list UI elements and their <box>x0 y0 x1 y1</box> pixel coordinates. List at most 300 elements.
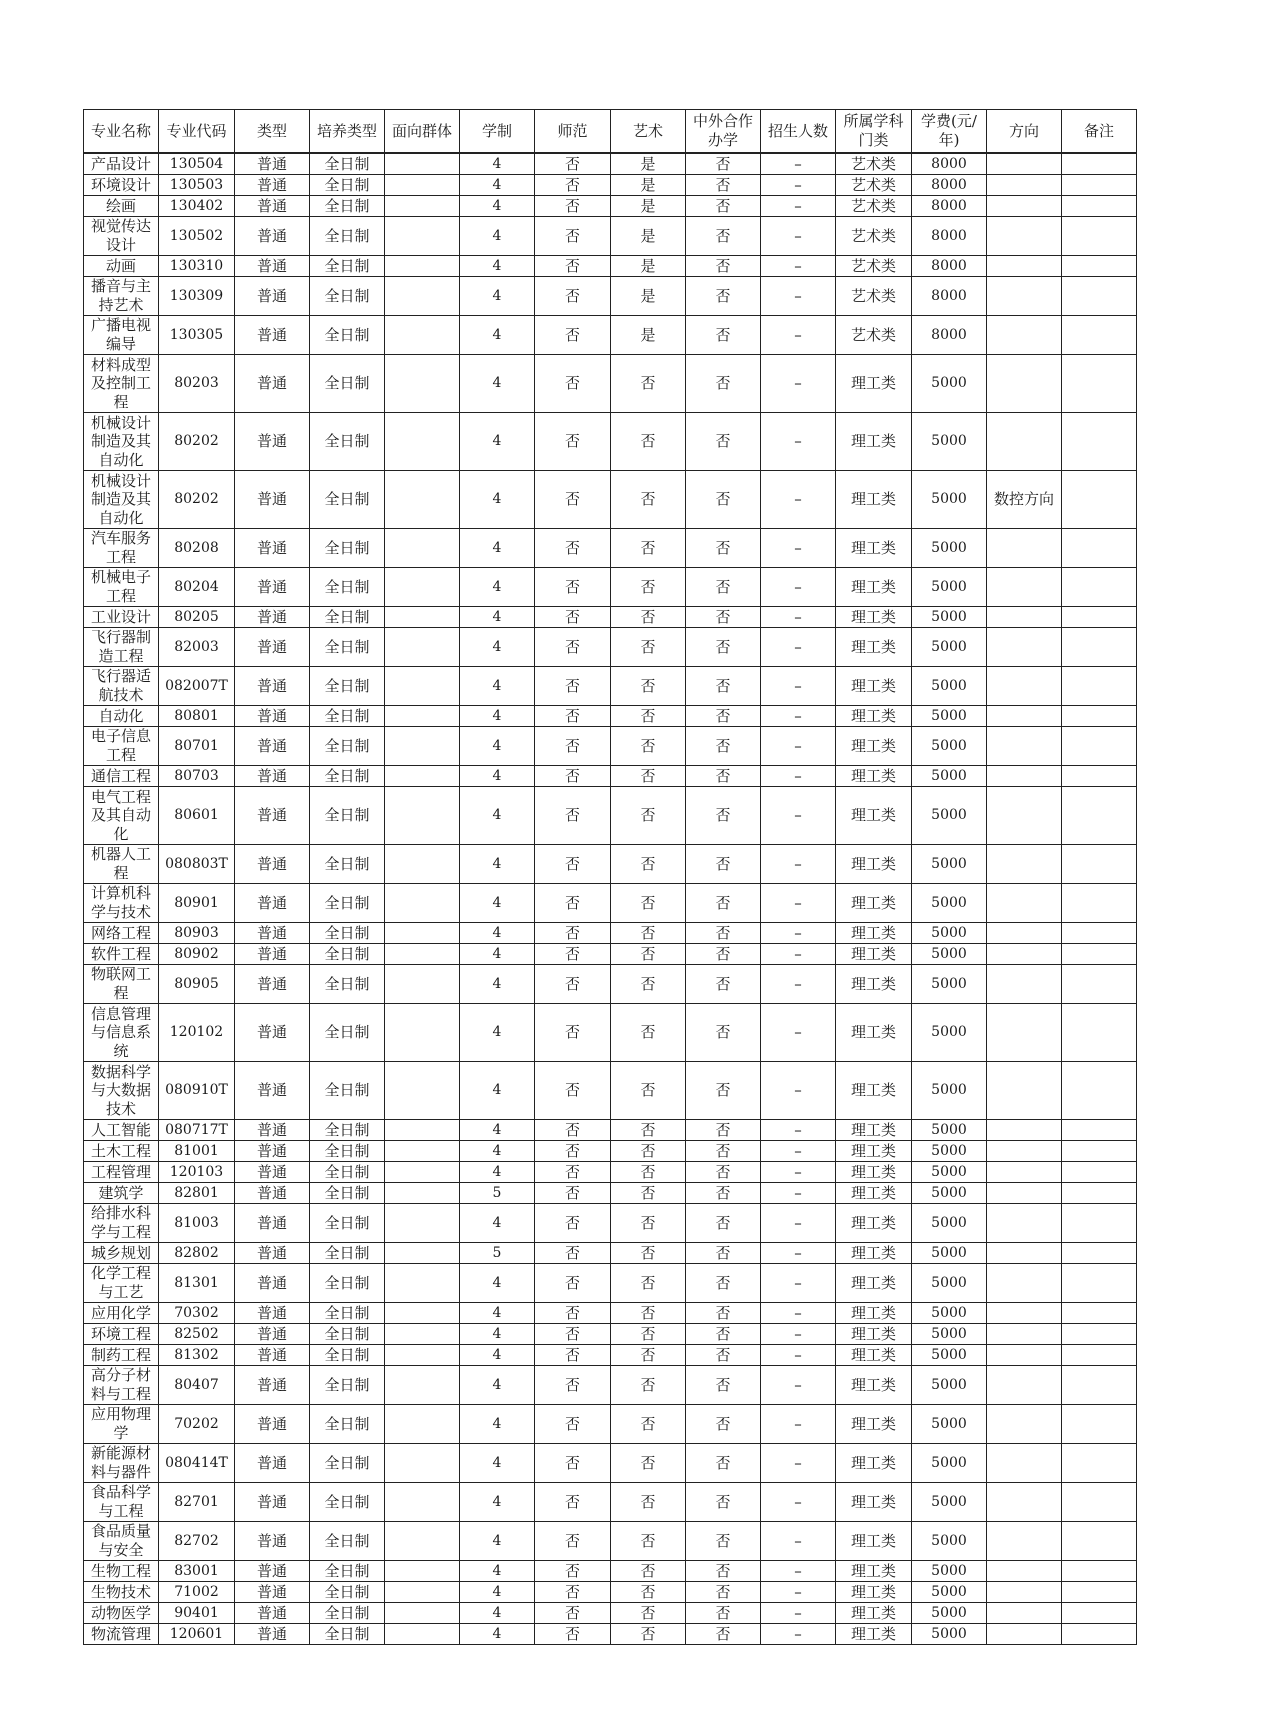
cell-enrollment-count: – <box>761 1345 836 1366</box>
cell-tuition: 5000 <box>912 845 987 884</box>
cell-major-name: 产品设计 <box>84 153 159 175</box>
cell-direction <box>987 706 1062 727</box>
cell-discipline-category: 艺术类 <box>836 175 912 196</box>
cell-target-group <box>385 1603 460 1624</box>
cell-target-group <box>385 944 460 965</box>
table-row <box>84 1264 1137 1303</box>
cell-major-code: 82802 <box>159 1243 235 1264</box>
cell-normal: 否 <box>535 1004 611 1062</box>
cell-type: 普通 <box>235 944 310 965</box>
cell-note <box>1062 1264 1137 1303</box>
cell-major-code: 130502 <box>159 217 235 256</box>
cell-discipline-category: 理工类 <box>836 1444 912 1483</box>
cell-major-name: 工业设计 <box>84 607 159 628</box>
cell-training-type: 全日制 <box>310 1366 385 1405</box>
cell-training-type: 全日制 <box>310 628 385 667</box>
table-row <box>84 766 1137 787</box>
cell-joint-program: 否 <box>686 1062 761 1120</box>
cell-target-group <box>385 845 460 884</box>
cell-duration: 4 <box>460 1204 535 1243</box>
cell-joint-program: 否 <box>686 175 761 196</box>
cell-joint-program: 否 <box>686 1624 761 1645</box>
cell-target-group <box>385 217 460 256</box>
cell-major-code: 80204 <box>159 568 235 607</box>
cell-major-name: 城乡规划 <box>84 1243 159 1264</box>
cell-art: 否 <box>611 1483 686 1522</box>
cell-note <box>1062 1141 1137 1162</box>
cell-art: 否 <box>611 1264 686 1303</box>
cell-art: 是 <box>611 153 686 175</box>
cell-training-type: 全日制 <box>310 277 385 316</box>
cell-discipline-category: 艺术类 <box>836 153 912 175</box>
cell-duration: 4 <box>460 1303 535 1324</box>
cell-note <box>1062 1243 1137 1264</box>
cell-art: 否 <box>611 845 686 884</box>
cell-normal: 否 <box>535 1183 611 1204</box>
table-row <box>84 628 1137 667</box>
table-row <box>84 217 1137 256</box>
cell-training-type: 全日制 <box>310 1062 385 1120</box>
cell-major-name: 机械设计制造及其自动化 <box>84 471 159 529</box>
cell-enrollment-count: – <box>761 787 836 845</box>
cell-art: 否 <box>611 355 686 413</box>
cell-art: 否 <box>611 1183 686 1204</box>
cell-note <box>1062 1303 1137 1324</box>
cell-note <box>1062 1444 1137 1483</box>
cell-direction <box>987 965 1062 1004</box>
cell-duration: 4 <box>460 1345 535 1366</box>
table-row <box>84 1444 1137 1483</box>
cell-major-name: 机械设计制造及其自动化 <box>84 413 159 471</box>
cell-type: 普通 <box>235 787 310 845</box>
cell-art: 否 <box>611 944 686 965</box>
cell-target-group <box>385 1582 460 1603</box>
cell-duration: 4 <box>460 766 535 787</box>
cell-art: 否 <box>611 1324 686 1345</box>
cell-enrollment-count: – <box>761 1405 836 1444</box>
cell-discipline-category: 理工类 <box>836 1366 912 1405</box>
cell-direction <box>987 1204 1062 1243</box>
cell-normal: 否 <box>535 568 611 607</box>
cell-target-group <box>385 256 460 277</box>
cell-discipline-category: 理工类 <box>836 923 912 944</box>
table-row <box>84 1366 1137 1405</box>
cell-note <box>1062 727 1137 766</box>
cell-training-type: 全日制 <box>310 845 385 884</box>
cell-major-name: 动物医学 <box>84 1603 159 1624</box>
cell-major-code: 82502 <box>159 1324 235 1345</box>
cell-type: 普通 <box>235 175 310 196</box>
cell-training-type: 全日制 <box>310 1582 385 1603</box>
cell-note <box>1062 1522 1137 1561</box>
cell-major-code: 80202 <box>159 471 235 529</box>
cell-enrollment-count: – <box>761 845 836 884</box>
cell-direction <box>987 1243 1062 1264</box>
cell-joint-program: 否 <box>686 667 761 706</box>
cell-training-type: 全日制 <box>310 965 385 1004</box>
cell-duration: 4 <box>460 256 535 277</box>
cell-normal: 否 <box>535 965 611 1004</box>
cell-art: 否 <box>611 529 686 568</box>
cell-normal: 否 <box>535 1264 611 1303</box>
cell-note <box>1062 413 1137 471</box>
cell-duration: 4 <box>460 153 535 175</box>
table-row <box>84 277 1137 316</box>
cell-joint-program: 否 <box>686 1141 761 1162</box>
cell-note <box>1062 1120 1137 1141</box>
cell-tuition: 8000 <box>912 316 987 355</box>
header-art: 艺术 <box>611 110 686 154</box>
table-row <box>84 1141 1137 1162</box>
cell-major-code: 120601 <box>159 1624 235 1645</box>
cell-major-name: 计算机科学与技术 <box>84 884 159 923</box>
cell-training-type: 全日制 <box>310 316 385 355</box>
cell-enrollment-count: – <box>761 1561 836 1582</box>
cell-major-name: 环境设计 <box>84 175 159 196</box>
cell-major-code: 80205 <box>159 607 235 628</box>
cell-discipline-category: 理工类 <box>836 1603 912 1624</box>
cell-art: 否 <box>611 1062 686 1120</box>
cell-enrollment-count: – <box>761 1603 836 1624</box>
cell-major-name: 新能源材料与器件 <box>84 1444 159 1483</box>
cell-art: 否 <box>611 607 686 628</box>
cell-direction <box>987 727 1062 766</box>
cell-joint-program: 否 <box>686 766 761 787</box>
cell-major-code: 082007T <box>159 667 235 706</box>
cell-joint-program: 否 <box>686 1004 761 1062</box>
cell-normal: 否 <box>535 766 611 787</box>
cell-major-code: 80801 <box>159 706 235 727</box>
header-type: 类型 <box>235 110 310 154</box>
cell-type: 普通 <box>235 1603 310 1624</box>
cell-major-code: 120102 <box>159 1004 235 1062</box>
cell-type: 普通 <box>235 965 310 1004</box>
cell-target-group <box>385 923 460 944</box>
cell-art: 否 <box>611 766 686 787</box>
cell-note <box>1062 175 1137 196</box>
cell-duration: 4 <box>460 923 535 944</box>
cell-duration: 4 <box>460 1405 535 1444</box>
cell-normal: 否 <box>535 413 611 471</box>
cell-type: 普通 <box>235 355 310 413</box>
header-target-group: 面向群体 <box>385 110 460 154</box>
cell-art: 否 <box>611 1444 686 1483</box>
cell-tuition: 5000 <box>912 1303 987 1324</box>
cell-joint-program: 否 <box>686 196 761 217</box>
table-row <box>84 667 1137 706</box>
header-tuition: 学费(元/年) <box>912 110 987 154</box>
cell-art: 否 <box>611 1603 686 1624</box>
cell-enrollment-count: – <box>761 217 836 256</box>
cell-tuition: 5000 <box>912 1624 987 1645</box>
cell-enrollment-count: – <box>761 175 836 196</box>
cell-direction <box>987 1561 1062 1582</box>
cell-target-group <box>385 1444 460 1483</box>
cell-discipline-category: 理工类 <box>836 568 912 607</box>
cell-training-type: 全日制 <box>310 944 385 965</box>
cell-art: 否 <box>611 787 686 845</box>
cell-training-type: 全日制 <box>310 413 385 471</box>
cell-direction <box>987 153 1062 175</box>
cell-enrollment-count: – <box>761 1141 836 1162</box>
cell-art: 是 <box>611 196 686 217</box>
cell-normal: 否 <box>535 607 611 628</box>
cell-direction <box>987 355 1062 413</box>
cell-art: 否 <box>611 413 686 471</box>
cell-art: 否 <box>611 1204 686 1243</box>
table-row <box>84 1561 1137 1582</box>
cell-note <box>1062 766 1137 787</box>
cell-joint-program: 否 <box>686 1183 761 1204</box>
cell-tuition: 5000 <box>912 1603 987 1624</box>
cell-type: 普通 <box>235 1405 310 1444</box>
cell-tuition: 5000 <box>912 944 987 965</box>
cell-normal: 否 <box>535 471 611 529</box>
cell-joint-program: 否 <box>686 316 761 355</box>
cell-direction <box>987 1582 1062 1603</box>
cell-training-type: 全日制 <box>310 471 385 529</box>
cell-enrollment-count: – <box>761 1366 836 1405</box>
cell-type: 普通 <box>235 727 310 766</box>
cell-target-group <box>385 787 460 845</box>
cell-art: 否 <box>611 1162 686 1183</box>
cell-normal: 否 <box>535 1624 611 1645</box>
cell-joint-program: 否 <box>686 1582 761 1603</box>
cell-direction <box>987 766 1062 787</box>
header-joint-program: 中外合作办学 <box>686 110 761 154</box>
cell-tuition: 5000 <box>912 1264 987 1303</box>
cell-normal: 否 <box>535 667 611 706</box>
cell-major-name: 制药工程 <box>84 1345 159 1366</box>
cell-joint-program: 否 <box>686 471 761 529</box>
table-row <box>84 1162 1137 1183</box>
cell-discipline-category: 理工类 <box>836 845 912 884</box>
cell-discipline-category: 理工类 <box>836 1204 912 1243</box>
cell-type: 普通 <box>235 217 310 256</box>
cell-type: 普通 <box>235 1582 310 1603</box>
cell-discipline-category: 理工类 <box>836 355 912 413</box>
header-training-type: 培养类型 <box>310 110 385 154</box>
cell-tuition: 5000 <box>912 1345 987 1366</box>
cell-major-code: 130504 <box>159 153 235 175</box>
table-row <box>84 1062 1137 1120</box>
cell-tuition: 5000 <box>912 1561 987 1582</box>
cell-training-type: 全日制 <box>310 217 385 256</box>
cell-target-group <box>385 706 460 727</box>
cell-duration: 4 <box>460 787 535 845</box>
cell-tuition: 5000 <box>912 355 987 413</box>
cell-discipline-category: 理工类 <box>836 884 912 923</box>
cell-type: 普通 <box>235 1303 310 1324</box>
cell-discipline-category: 理工类 <box>836 1405 912 1444</box>
cell-type: 普通 <box>235 1162 310 1183</box>
cell-normal: 否 <box>535 1062 611 1120</box>
cell-art: 否 <box>611 1345 686 1366</box>
header-discipline-category: 所属学科门类 <box>836 110 912 154</box>
cell-tuition: 5000 <box>912 667 987 706</box>
cell-tuition: 5000 <box>912 1405 987 1444</box>
cell-direction <box>987 1264 1062 1303</box>
cell-art: 否 <box>611 1303 686 1324</box>
cell-note <box>1062 1062 1137 1120</box>
cell-duration: 4 <box>460 884 535 923</box>
cell-major-code: 80203 <box>159 355 235 413</box>
cell-tuition: 5000 <box>912 1204 987 1243</box>
cell-duration: 4 <box>460 1624 535 1645</box>
cell-duration: 4 <box>460 355 535 413</box>
cell-training-type: 全日制 <box>310 1522 385 1561</box>
cell-training-type: 全日制 <box>310 727 385 766</box>
cell-joint-program: 否 <box>686 706 761 727</box>
cell-joint-program: 否 <box>686 277 761 316</box>
cell-normal: 否 <box>535 316 611 355</box>
cell-major-name: 电气工程及其自动化 <box>84 787 159 845</box>
cell-target-group <box>385 277 460 316</box>
cell-training-type: 全日制 <box>310 1141 385 1162</box>
cell-duration: 4 <box>460 607 535 628</box>
cell-joint-program: 否 <box>686 727 761 766</box>
cell-type: 普通 <box>235 277 310 316</box>
cell-direction <box>987 1183 1062 1204</box>
cell-target-group <box>385 1522 460 1561</box>
cell-discipline-category: 理工类 <box>836 1004 912 1062</box>
cell-major-name: 数据科学与大数据技术 <box>84 1062 159 1120</box>
cell-discipline-category: 理工类 <box>836 706 912 727</box>
cell-training-type: 全日制 <box>310 1483 385 1522</box>
cell-major-code: 82702 <box>159 1522 235 1561</box>
cell-tuition: 5000 <box>912 1243 987 1264</box>
cell-duration: 5 <box>460 1183 535 1204</box>
cell-target-group <box>385 1483 460 1522</box>
cell-major-name: 应用化学 <box>84 1303 159 1324</box>
cell-type: 普通 <box>235 628 310 667</box>
cell-discipline-category: 理工类 <box>836 1243 912 1264</box>
cell-art: 否 <box>611 1120 686 1141</box>
cell-major-name: 机器人工程 <box>84 845 159 884</box>
cell-enrollment-count: – <box>761 355 836 413</box>
cell-tuition: 5000 <box>912 568 987 607</box>
cell-major-name: 自动化 <box>84 706 159 727</box>
cell-direction <box>987 607 1062 628</box>
cell-major-name: 广播电视编导 <box>84 316 159 355</box>
cell-major-code: 120103 <box>159 1162 235 1183</box>
cell-discipline-category: 理工类 <box>836 1303 912 1324</box>
cell-normal: 否 <box>535 217 611 256</box>
cell-direction <box>987 277 1062 316</box>
cell-normal: 否 <box>535 923 611 944</box>
cell-major-name: 给排水科学与工程 <box>84 1204 159 1243</box>
cell-normal: 否 <box>535 787 611 845</box>
cell-major-code: 80601 <box>159 787 235 845</box>
cell-direction <box>987 175 1062 196</box>
cell-note <box>1062 1561 1137 1582</box>
cell-direction <box>987 1062 1062 1120</box>
cell-joint-program: 否 <box>686 884 761 923</box>
cell-normal: 否 <box>535 1582 611 1603</box>
cell-tuition: 5000 <box>912 727 987 766</box>
cell-note <box>1062 196 1137 217</box>
cell-major-name: 环境工程 <box>84 1324 159 1345</box>
table-row <box>84 845 1137 884</box>
cell-tuition: 5000 <box>912 1582 987 1603</box>
cell-target-group <box>385 1345 460 1366</box>
cell-enrollment-count: – <box>761 1004 836 1062</box>
cell-discipline-category: 理工类 <box>836 413 912 471</box>
cell-note <box>1062 1624 1137 1645</box>
cell-training-type: 全日制 <box>310 1624 385 1645</box>
cell-direction <box>987 1483 1062 1522</box>
cell-major-name: 信息管理与信息系统 <box>84 1004 159 1062</box>
table-row <box>84 256 1137 277</box>
cell-joint-program: 否 <box>686 787 761 845</box>
cell-training-type: 全日制 <box>310 766 385 787</box>
cell-tuition: 5000 <box>912 706 987 727</box>
cell-training-type: 全日制 <box>310 1204 385 1243</box>
cell-enrollment-count: – <box>761 1264 836 1303</box>
cell-type: 普通 <box>235 413 310 471</box>
cell-joint-program: 否 <box>686 1324 761 1345</box>
cell-target-group <box>385 1324 460 1345</box>
cell-joint-program: 否 <box>686 1366 761 1405</box>
cell-target-group <box>385 529 460 568</box>
cell-type: 普通 <box>235 196 310 217</box>
cell-duration: 4 <box>460 1522 535 1561</box>
cell-discipline-category: 理工类 <box>836 1062 912 1120</box>
cell-note <box>1062 1366 1137 1405</box>
cell-major-name: 工程管理 <box>84 1162 159 1183</box>
header-normal: 师范 <box>535 110 611 154</box>
cell-joint-program: 否 <box>686 1204 761 1243</box>
cell-tuition: 5000 <box>912 1444 987 1483</box>
cell-type: 普通 <box>235 1324 310 1345</box>
cell-direction <box>987 316 1062 355</box>
cell-training-type: 全日制 <box>310 1345 385 1366</box>
cell-discipline-category: 艺术类 <box>836 256 912 277</box>
cell-tuition: 5000 <box>912 1004 987 1062</box>
cell-major-name: 通信工程 <box>84 766 159 787</box>
cell-enrollment-count: – <box>761 607 836 628</box>
cell-tuition: 8000 <box>912 175 987 196</box>
cell-training-type: 全日制 <box>310 175 385 196</box>
cell-major-name: 生物工程 <box>84 1561 159 1582</box>
cell-training-type: 全日制 <box>310 923 385 944</box>
cell-tuition: 8000 <box>912 256 987 277</box>
cell-enrollment-count: – <box>761 706 836 727</box>
cell-enrollment-count: – <box>761 884 836 923</box>
table-row <box>84 1204 1137 1243</box>
cell-tuition: 5000 <box>912 884 987 923</box>
cell-enrollment-count: – <box>761 1483 836 1522</box>
major-table <box>83 109 1137 1645</box>
cell-training-type: 全日制 <box>310 1243 385 1264</box>
table-header <box>84 110 1137 154</box>
cell-type: 普通 <box>235 607 310 628</box>
cell-direction <box>987 1324 1062 1345</box>
table-row <box>84 196 1137 217</box>
cell-enrollment-count: – <box>761 766 836 787</box>
cell-major-name: 食品质量与安全 <box>84 1522 159 1561</box>
table-row <box>84 1522 1137 1561</box>
cell-discipline-category: 理工类 <box>836 965 912 1004</box>
cell-normal: 否 <box>535 884 611 923</box>
cell-joint-program: 否 <box>686 1405 761 1444</box>
cell-duration: 4 <box>460 529 535 568</box>
cell-major-name: 网络工程 <box>84 923 159 944</box>
cell-direction <box>987 1624 1062 1645</box>
cell-joint-program: 否 <box>686 1345 761 1366</box>
table-row <box>84 727 1137 766</box>
cell-type: 普通 <box>235 845 310 884</box>
